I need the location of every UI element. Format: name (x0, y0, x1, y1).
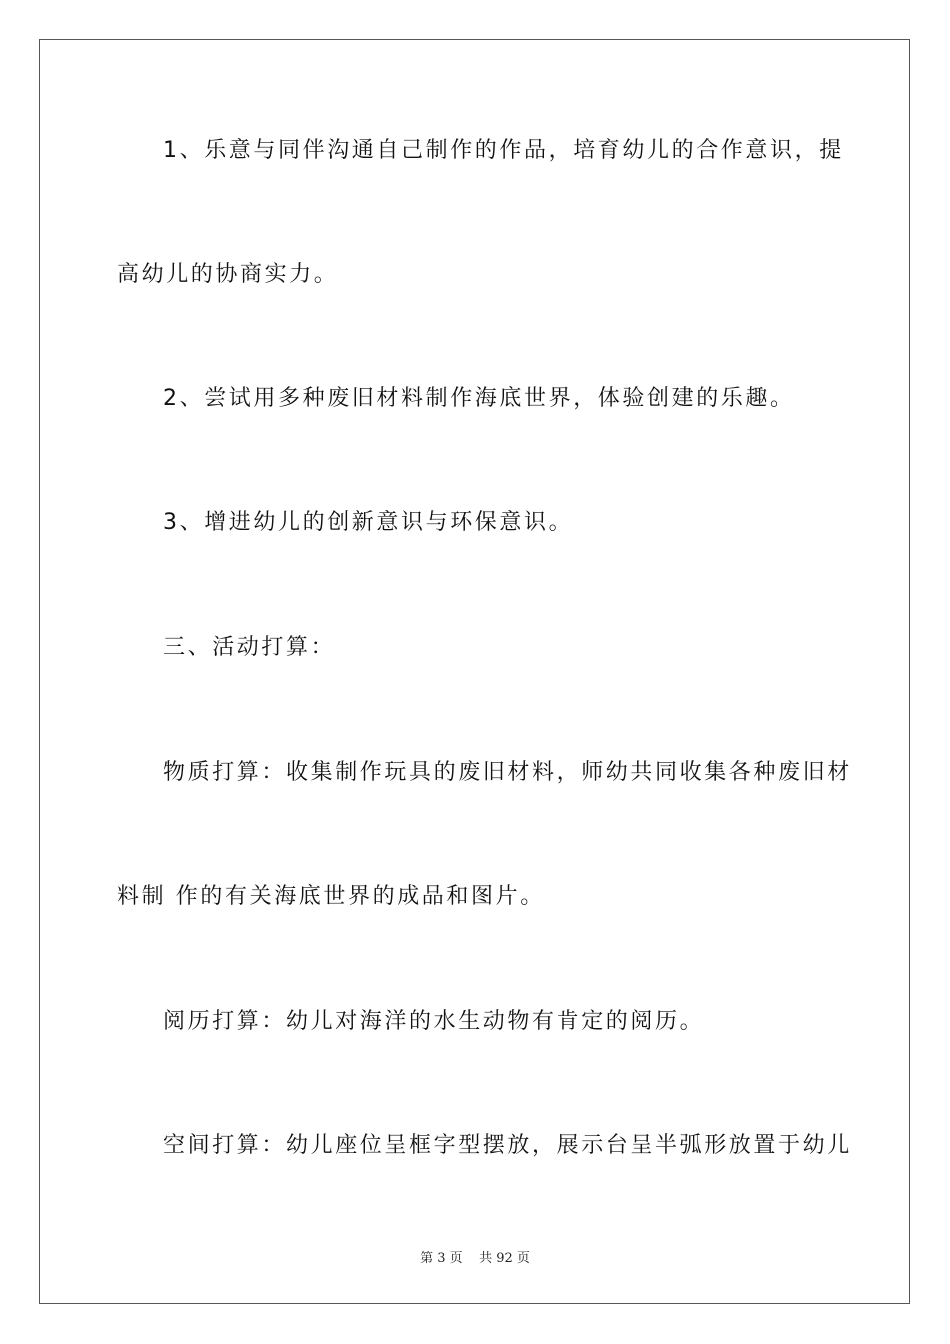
paragraph-material-line-2: 料制 作的有关海底世界的成品和图片。 (117, 884, 545, 909)
page-number-footer: 第 3 页 共 92 页 (420, 1251, 530, 1266)
page-border (39, 39, 910, 1304)
paragraph-material-line-1: 物质打算：收集制作玩具的废旧材料，师幼共同收集各种废旧材 (163, 760, 852, 785)
paragraph-goal-2: 2、尝试用多种废旧材料制作海底世界，体验创建的乐趣。 (163, 386, 795, 411)
paragraph-experience: 阅历打算：幼儿对海洋的水生动物有肯定的阅历。 (163, 1009, 705, 1034)
paragraph-space-line-1: 空间打算：幼儿座位呈框字型摆放，展示台呈半弧形放置于幼儿 (163, 1133, 852, 1158)
paragraph-goal-1-line-1: 1、乐意与同伴沟通自己制作的作品，培育幼儿的合作意识，提 (163, 138, 844, 163)
section-heading-preparation: 三、活动打算： (163, 635, 336, 660)
paragraph-goal-3: 3、增进幼儿的创新意识与环保意识。 (163, 510, 574, 535)
paragraph-goal-1-line-2: 高幼儿的协商实力。 (117, 262, 339, 287)
